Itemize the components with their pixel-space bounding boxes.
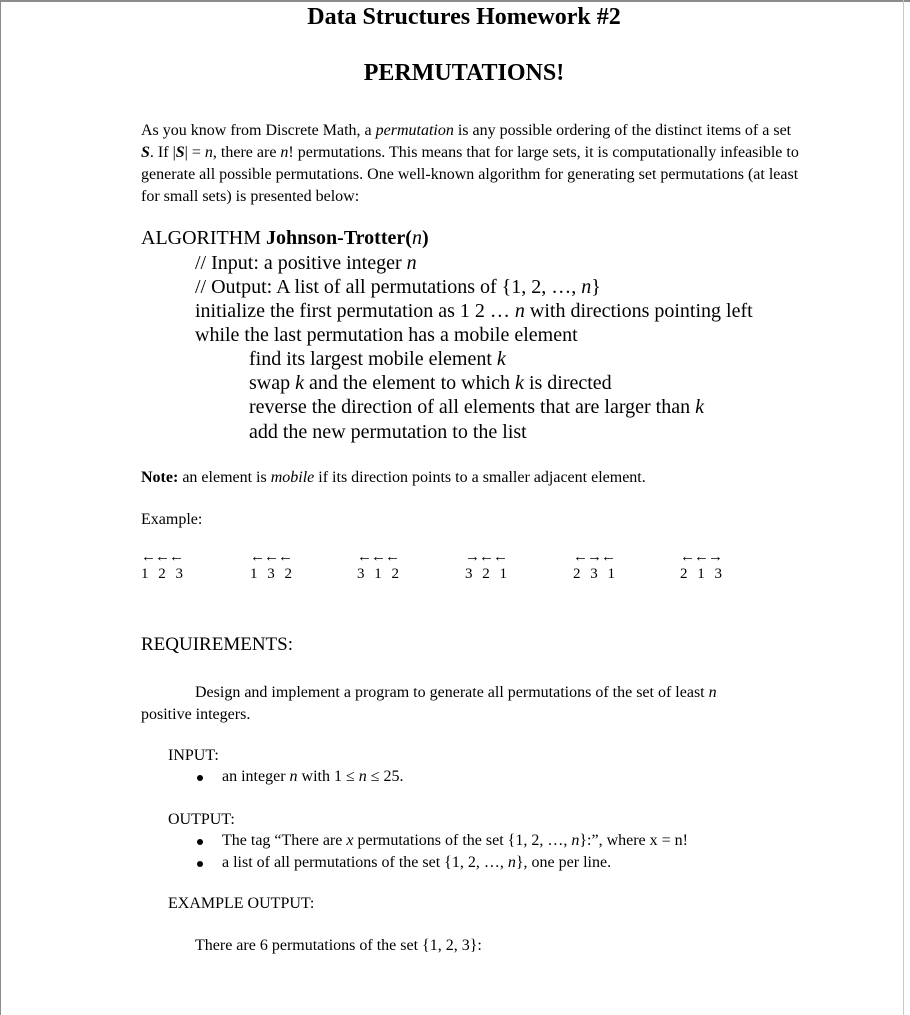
direction-arrows: ←→← — [573, 549, 615, 565]
output-text: }, one per line. — [515, 854, 612, 871]
term-permutation: permutation — [375, 122, 454, 139]
intro-text: As you know from Discrete Math, a — [141, 122, 376, 139]
direction-arrows: ←←← — [250, 549, 292, 565]
var-n: n — [708, 684, 717, 701]
algorithm-paren: ( — [405, 227, 412, 249]
page-right-border — [903, 0, 904, 1015]
term-mobile: mobile — [270, 469, 315, 486]
requirements-heading: REQUIREMENTS: — [141, 634, 293, 655]
example-output-heading: EXAMPLE OUTPUT: — [168, 895, 315, 912]
algo-text: } — [591, 276, 601, 298]
var-n: n — [204, 144, 213, 161]
algo-text: initialize the first permutation as 1 2 … — [195, 300, 515, 322]
set-symbol: S — [141, 144, 150, 161]
permutation-digits: 1 2 3 — [141, 566, 186, 582]
algorithm-keyword: ALGORITHM — [141, 227, 266, 249]
output-text: a list of all permutations of the set {1, 2, …, — [222, 854, 508, 871]
output-text: The tag “There are — [222, 832, 347, 849]
permutation-item — [465, 549, 510, 583]
bullet-icon — [197, 839, 203, 845]
example-output-line: There are 6 permutations of the set {1, 2, 3}: — [195, 937, 482, 954]
direction-arrows: ←←→ — [680, 549, 722, 565]
permutation-item — [141, 549, 186, 583]
bullet-icon — [197, 861, 203, 867]
example-label: Example: — [141, 511, 203, 528]
algo-text: // Output: A list of all permutations of {1, 2, …, — [195, 276, 582, 298]
requirements-text: Design and implement a program to generate all permutations of the set of least — [195, 684, 709, 701]
permutation-digits: 3 1 2 — [357, 566, 402, 582]
output-bullet-2 — [222, 854, 611, 872]
output-heading: OUTPUT: — [168, 811, 235, 828]
direction-arrows: →←← — [465, 549, 507, 565]
requirements-line-2: positive integers. — [141, 706, 251, 723]
document-title: Data Structures Homework #2 — [307, 4, 621, 30]
permutation-digits: 3 2 1 — [465, 566, 510, 582]
algo-text: swap — [249, 372, 296, 394]
algo-text: and the element to which — [304, 372, 516, 394]
algorithm-paren: ) — [421, 227, 429, 249]
algo-output-comment — [195, 276, 601, 299]
permutation-item — [357, 549, 402, 583]
input-text: an integer — [222, 768, 290, 785]
direction-arrows: ←←← — [357, 549, 399, 565]
var-n: n — [358, 768, 367, 785]
intro-text: | = — [184, 144, 205, 161]
note-text: if its direction points to a smaller adjacent element. — [314, 469, 646, 486]
var-n: n — [514, 300, 525, 322]
permutation-item — [680, 549, 725, 583]
page-left-border — [0, 0, 1, 1015]
algorithm-header — [141, 227, 429, 250]
note-paragraph — [141, 469, 646, 487]
algo-find-line — [249, 348, 506, 371]
algo-while-line: while the last permutation has a mobile element — [195, 324, 578, 346]
algo-text: // Input: a positive integer — [195, 252, 407, 274]
note-text: an element is — [178, 469, 271, 486]
var-k: k — [496, 348, 506, 370]
var-n: n — [507, 854, 516, 871]
input-heading: INPUT: — [168, 747, 219, 764]
algo-text: reverse the direction of all elements that are larger than — [249, 396, 696, 418]
algo-swap-line — [249, 372, 612, 395]
bullet-icon — [197, 775, 203, 781]
algo-text: is directed — [523, 372, 612, 394]
algo-add-line: add the new permutation to the list — [249, 421, 527, 443]
set-symbol: S — [175, 144, 185, 161]
var-k: k — [515, 372, 524, 394]
intro-text: ! permutations. This means that for large sets, it is computationally infeasible to generate all possible permutations. One well-known algorithm for generating set permutations (at least for small sets) is presented below: — [141, 144, 799, 205]
algo-text: with directions pointing left — [524, 300, 753, 322]
algo-input-comment — [195, 252, 417, 275]
algo-text: find its largest mobile element — [249, 348, 497, 370]
output-bullet-1 — [222, 832, 688, 850]
algorithm-param: n — [411, 227, 422, 249]
input-bullet — [222, 768, 404, 786]
intro-paragraph — [141, 120, 801, 208]
var-k: k — [695, 396, 704, 418]
permutation-item — [573, 549, 618, 583]
algo-reverse-line — [249, 396, 704, 419]
note-label: Note: — [141, 469, 179, 486]
var-n: n — [581, 276, 592, 298]
var-n: n — [280, 144, 289, 161]
intro-text: is any possible ordering of the distinct items of a set — [453, 122, 792, 139]
permutation-digits: 1 3 2 — [250, 566, 295, 582]
algo-init-line — [195, 300, 753, 323]
requirements-line-1 — [195, 684, 717, 702]
output-text: }:”, where x = n! — [579, 832, 689, 849]
permutation-item — [250, 549, 295, 583]
var-x: x — [346, 832, 354, 849]
var-n: n — [406, 252, 417, 274]
intro-text: , there are — [212, 144, 281, 161]
var-k: k — [295, 372, 304, 394]
intro-text: . If | — [149, 144, 176, 161]
permutation-digits: 2 1 3 — [680, 566, 725, 582]
output-text: permutations of the set {1, 2, …, — [353, 832, 572, 849]
direction-arrows: ←←← — [141, 549, 183, 565]
page-top-border — [0, 0, 910, 2]
document-subtitle: PERMUTATIONS! — [363, 60, 565, 86]
input-text: with 1 ≤ — [297, 768, 359, 785]
algorithm-name: Johnson-Trotter — [266, 227, 406, 249]
input-text: ≤ 25. — [366, 768, 404, 785]
permutation-digits: 2 3 1 — [573, 566, 618, 582]
var-n: n — [571, 832, 580, 849]
var-n: n — [289, 768, 298, 785]
